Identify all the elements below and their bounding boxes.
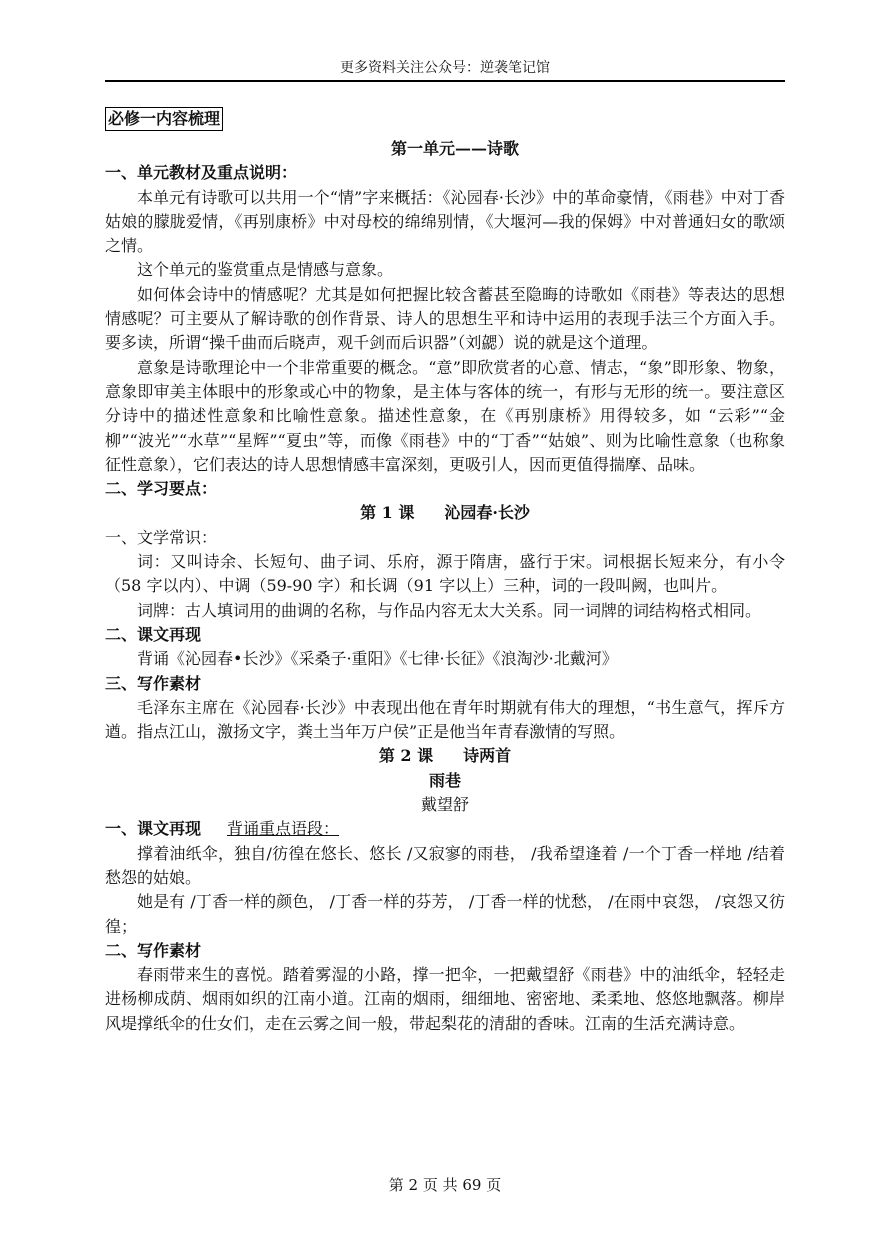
paragraph: 词牌：古人填词用的曲调的名称，与作品内容无太大关系。同一词牌的词结构格式相同。 — [137, 600, 762, 620]
paragraph: 春雨带来生的喜悦。踏着雾湿的小路，撑一把伞，一把戴望舒《雨巷》中的油纸伞，轻轻走进杨柳成荫、烟雨如织的江南小道。江南的烟雨，细细地、密密地、柔柔地、悠悠地飘落。柳岸风堤撑纸伞的仕女们，走在云雾之间一般，带起梨花的清甜的香味。江南的生活充满诗意。 — [105, 965, 785, 1033]
paragraph: 如何体会诗中的情感呢？尤其是如何把握比较含蓄甚至隐晦的诗歌如《雨巷》等表达的思想情感呢？可主要从了解诗歌的创作背景、诗人的思想生平和诗中运用的表现手法三个方面入手。要多读，所谓“操千曲而后晓声，观千剑而后识器”（刘勰）说的就是这个道理。 — [105, 284, 785, 353]
paragraph: 这个单元的鉴赏重点是情感与意象。 — [137, 260, 394, 280]
lesson-name: 沁园春·长沙 — [444, 503, 530, 523]
lesson-number: 第 1 课 — [360, 503, 415, 523]
document-body — [105, 107, 785, 1036]
sub-heading: 三、写作素材 — [105, 673, 202, 693]
lesson-title — [105, 501, 785, 525]
sub-heading: 二、课文再现 — [105, 624, 202, 644]
sub-heading-label: 一、课文再现 — [105, 819, 202, 839]
paragraph: 词：又叫诗余、长短句、曲子词、乐府，源于隋唐，盛行于宋。词根据长短来分，有小令（58 字以内）、中调（59-90 字）和长调（91 字以上）三种，词的一段叫阙，也叫片。 — [105, 552, 785, 596]
paragraph: 背诵《沁园春•长沙》《采桑子·重阳》《七律·长征》《浪淘沙·北戴河》 — [137, 649, 618, 669]
page-header: 更多资料关注公众号：逆袭笔记馆 — [340, 60, 550, 76]
underlined-subtitle: 背诵重点语段： — [227, 819, 340, 839]
sub-heading: 二、写作素材 — [105, 940, 202, 960]
unit-title: 第一单元——诗歌 — [390, 139, 519, 158]
lesson-name: 诗两首 — [463, 746, 512, 766]
poem-author: 戴望舒 — [420, 795, 469, 815]
header-divider — [105, 80, 785, 82]
section-heading: 一、单元教材及重点说明： — [105, 163, 298, 183]
paragraph: 意象是诗歌理论中一个非常重要的概念。“意”即欣赏者的心意、情志，“象”即形象、物象，意象即审美主体眼中的形象或心中的物象，是主体与客体的统一，有形与无形的统一。要注意区分诗中的描述性意象和比喻性意象。描述性意象，在《再别康桥》用得较多，如 “云彩”“金柳”“波光”“水草”“星辉”“夏虫”等，而像《雨巷》中的“丁香”“姑娘”、则为比喻性意象（也称象征性意象），它们表达的诗人思想情感丰富深刻，更吸引人，因而更值得揣摩、品味。 — [105, 357, 785, 474]
poem-title: 雨巷 — [428, 770, 461, 790]
page-footer: 第 2 页 共 69 页 — [388, 1176, 502, 1194]
section-box-title: 必修一内容梳理 — [105, 107, 223, 131]
lesson-title — [105, 744, 785, 768]
poem-excerpt: 撑着油纸伞，独自/彷徨在悠长、悠长 /又寂寥的雨巷， /我希望逢着 /一个丁香一样地 /结着愁怨的姑娘。 — [105, 843, 785, 887]
sub-heading: 一、文学常识： — [105, 527, 218, 547]
paragraph: 本单元有诗歌可以共用一个“情”字来概括：《沁园春·长沙》中的革命豪情，《雨巷》中对丁香姑娘的朦胧爱情，《再别康桥》中对母校的绵绵别情，《大堰河—我的保姆》中对普通妇女的歌颂之情。 — [105, 187, 785, 256]
lesson-number: 第 2 课 — [378, 746, 434, 766]
sub-heading — [105, 817, 785, 841]
poem-excerpt: 她是有 /丁香一样的颜色， /丁香一样的芬芳， /丁香一样的忧愁， /在雨中哀怨， /哀怨又彷徨； — [105, 892, 785, 936]
paragraph: 毛泽东主席在《沁园春·长沙》中表现出他在青年时期就有伟大的理想，“书生意气，挥斥方遒。指点江山，激扬文字，粪土当年万户侯”正是他当年青春激情的写照。 — [105, 697, 785, 742]
section-heading: 二、学习要点： — [105, 479, 218, 499]
